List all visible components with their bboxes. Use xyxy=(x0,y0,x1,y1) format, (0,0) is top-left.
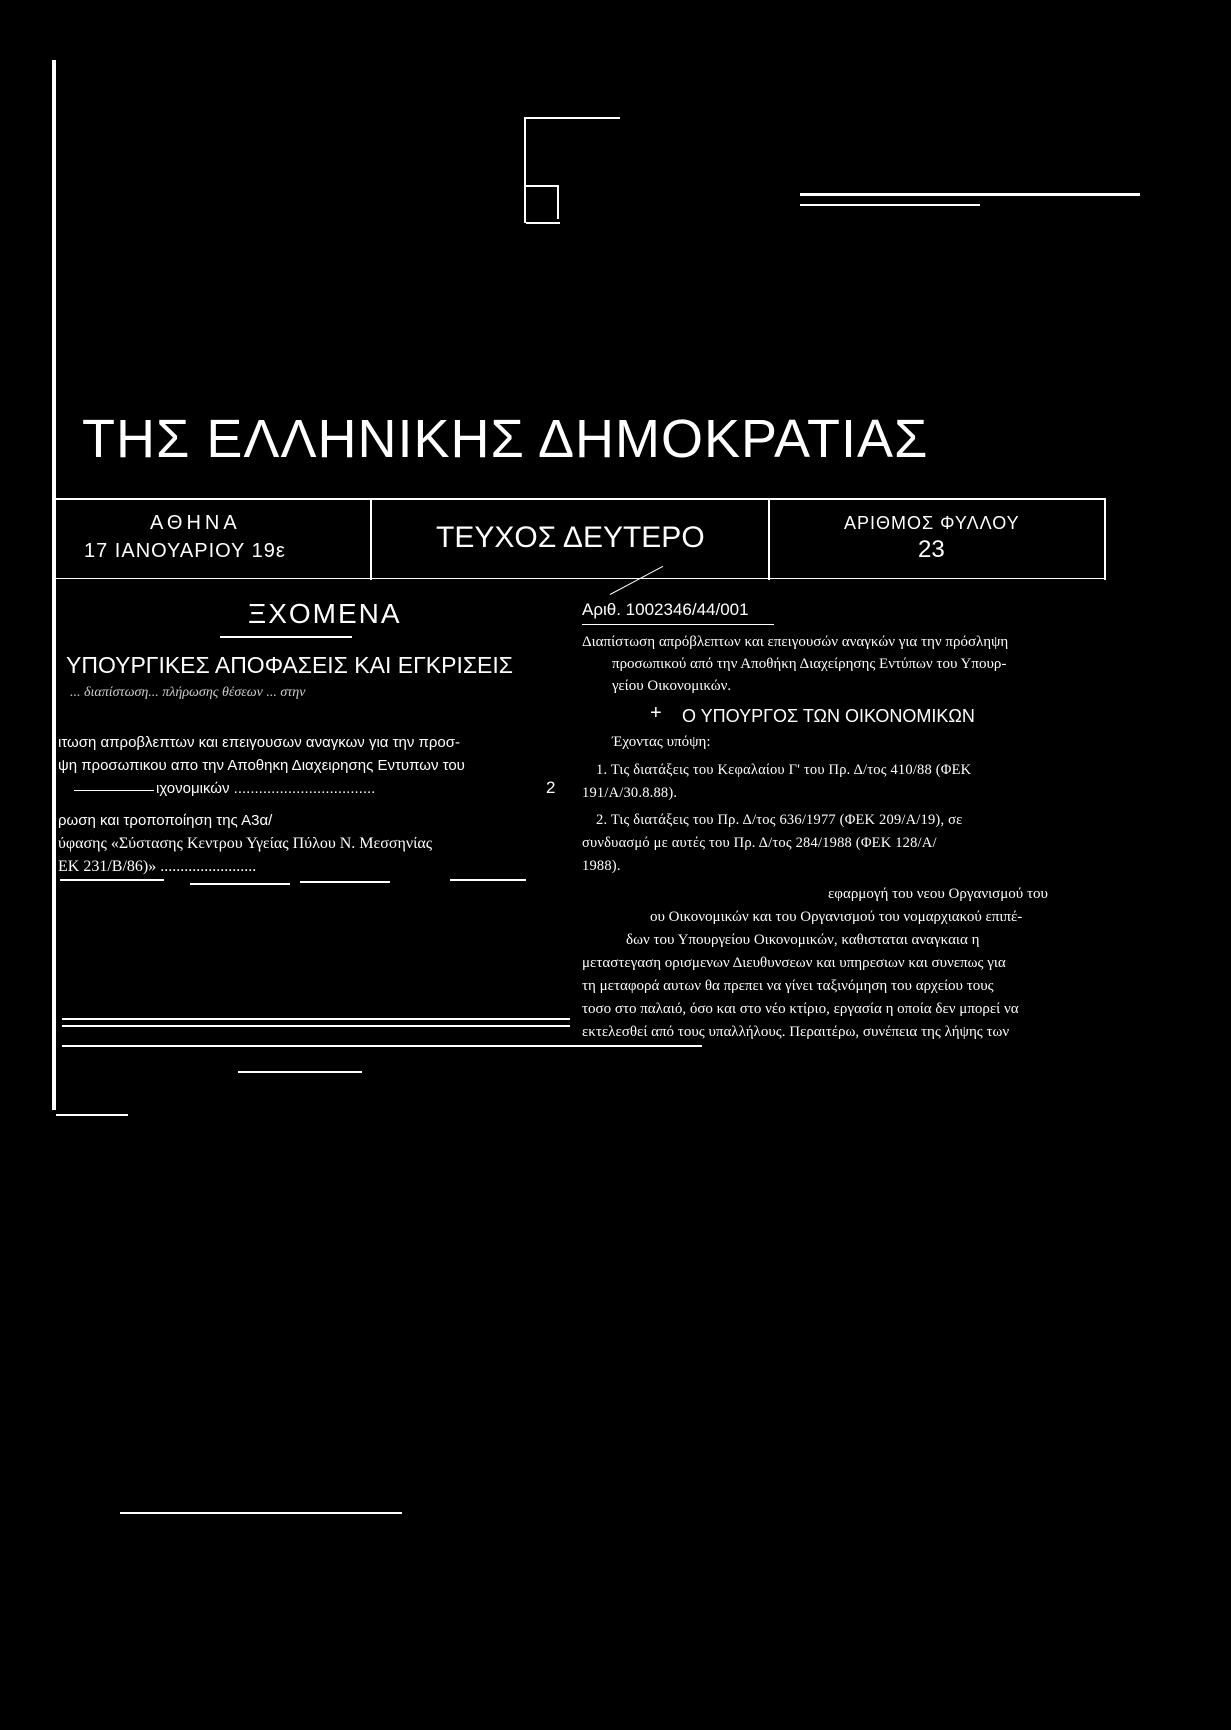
decision-minister: Ο ΥΠΟΥΡΓΟΣ ΤΩΝ ΟΙΚΟΝΟΜΙΚΩΝ xyxy=(682,706,975,726)
masthead-divider-1 xyxy=(370,498,372,580)
bracket-inner-right xyxy=(557,185,559,219)
contents-garbled-line: ... διαπίστωση... πλήρωσης θέσεων ... στην xyxy=(70,685,306,700)
contents-entry1-line3: ιχονομικών .................................. xyxy=(156,780,376,797)
masthead-issue: ΤΕΥΧΟΣ ΔΕΥΤΕΡΟ xyxy=(436,521,705,554)
contents-entry1-page: 2 xyxy=(546,778,556,797)
decision-paragraph-line7: εκτελεσθεί από τους υπαλλήλους. Περαιτέρω, συνέπεια της λήψης των xyxy=(582,1024,1010,1040)
masthead-city: ΑΘΗΝΑ xyxy=(150,512,241,534)
decision-item2-line3: 1988). xyxy=(582,858,621,874)
bracket-inner-top xyxy=(526,185,558,187)
decision-paragraph-line6: τοσο στο παλαιό, όσο και στο νέο κτίριο, εργασία η οποία δεν μπορεί να xyxy=(582,1001,1019,1017)
decision-number-slash xyxy=(610,566,663,595)
decision-item1-line2: 191/Α/30.8.88). xyxy=(582,785,678,801)
lower-rule-4 xyxy=(238,1071,362,1073)
contents-bottom-rule-3 xyxy=(300,881,390,883)
masthead-box-bottom xyxy=(56,578,1106,579)
decision-item2-line1: 2. Τις διατάξεις του Πρ. Δ/τος 636/1977 (ΦΕΚ 209/Α/19), σε xyxy=(596,812,963,828)
contents-heading: ΞΧΟΜΕΝΑ xyxy=(248,598,402,629)
contents-entry2-line3: ΕΚ 231/Β/86)» ........................ xyxy=(58,858,257,875)
lower-rule-5 xyxy=(56,1114,128,1116)
contents-entry1-leader xyxy=(74,790,154,791)
bracket-bottom xyxy=(526,222,560,224)
top-right-rule xyxy=(800,193,1140,196)
decision-paragraph-line3: δων του Υπουργείου Οικονομικών, καθισταται αναγκαια η xyxy=(626,932,980,948)
masthead-box-right xyxy=(1104,498,1106,580)
bracket-top xyxy=(524,117,620,119)
masthead-sheet-label: ΑΡΙΘΜΟΣ ΦΥΛΛΟΥ xyxy=(844,513,1020,533)
decision-paragraph-line2: ου Οικονομικών και του Οργανισμού του νομαρχιακού επιπέ- xyxy=(650,909,1023,925)
decision-subject-line3: γείου Οικονομικών. xyxy=(612,678,732,694)
contents-heading-rule xyxy=(220,636,352,638)
decision-item2-line2: συνδυασμό με αυτές του Πρ. Δ/τος 284/1988 (ΦΕΚ 128/Α/ xyxy=(582,835,937,851)
contents-entry1-line1: ιτωση απροβλεπτων και επειγουσων αναγκων για την προσ- xyxy=(58,734,461,751)
lower-rule-1 xyxy=(62,1018,570,1020)
top-right-rule-2 xyxy=(800,204,980,206)
contents-bottom-rule-4 xyxy=(450,879,526,881)
lower-rule-2 xyxy=(62,1025,570,1027)
masthead-date: 17 ΙΑΝΟΥΑΡΙΟΥ 19ε xyxy=(84,540,286,562)
contents-entry1-line2: ψη προσωπικου απο την Αποθηκη Διαχειρησης Εντυπων του xyxy=(58,757,465,774)
lower-rule-3 xyxy=(62,1045,702,1047)
contents-entry2-line2: ύφασης «Σύστασης Κεντρου Υγείας Πύλου Ν. Μεσσηνίας xyxy=(58,835,433,852)
bracket-left xyxy=(524,117,526,223)
contents-bottom-rule-2 xyxy=(190,883,290,885)
contents-bottom-rule-1 xyxy=(60,879,164,881)
decision-subject-line2: προσωπικού από την Αποθήκη Διαχείρησης Εντύπων του Υπουρ- xyxy=(612,656,1007,672)
decision-number-rule xyxy=(582,624,774,625)
decision-paragraph-line1: εφαρμογή του νεου Οργανισμού του xyxy=(828,886,1048,902)
masthead-box-top xyxy=(56,498,1106,500)
decision-paragraph-line4: μεταστεγαση ορισμενων Διευθυνσεων και υπηρεσιων και συνεπως για xyxy=(582,955,1006,971)
decision-paragraph-line5: τη μεταφορά αυτων θα πρεπει να γίνει ταξινόμηση του αρχείου τους xyxy=(582,978,994,994)
decision-item1-line1: 1. Τις διατάξεις του Κεφαλαίου Γ' του Πρ. Δ/τος 410/88 (ΦΕΚ xyxy=(596,762,972,778)
masthead-divider-2 xyxy=(768,498,770,580)
decision-subject-line1: Διαπίστωση απρόβλεπτων και επειγουσών αναγκών για την πρόσληψη xyxy=(582,634,1009,650)
left-border xyxy=(52,60,56,1110)
decision-number: Αριθ. 1002346/44/001 xyxy=(582,600,749,619)
contents-entry2-line1: ρωση και τροποποίηση της Α3α/ xyxy=(58,812,273,829)
contents-section: ΥΠΟΥΡΓΙΚΕΣ ΑΠΟΦΑΣΕΙΣ ΚΑΙ ΕΓΚΡΙΣΕΙΣ xyxy=(66,652,513,678)
decision-minister-mark: + xyxy=(650,702,662,724)
masthead-sheet-number: 23 xyxy=(918,536,945,563)
lower-rule-6 xyxy=(120,1512,402,1514)
masthead-title: ΤΗΣ ΕΛΛΗΝΙΚΗΣ ΔΗΜΟΚΡΑΤΙΑΣ xyxy=(82,409,929,469)
decision-considering: Έχοντας υπόψη: xyxy=(612,734,711,750)
